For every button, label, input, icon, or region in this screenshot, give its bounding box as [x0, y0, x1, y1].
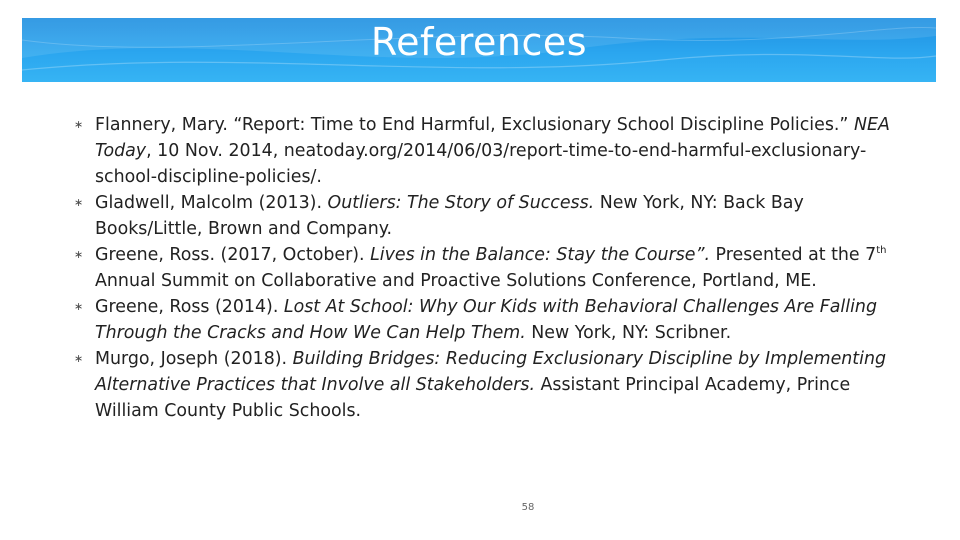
reference-title-text: Outliers: The Story of Success. [327, 193, 595, 213]
reference-text: Greene, Ross (2014). [95, 297, 284, 317]
reference-item [74, 346, 914, 424]
asterisk-bullet-icon: ∗ [74, 300, 84, 313]
reference-text: Presented at the 7 [710, 245, 877, 265]
reference-item [74, 294, 914, 346]
asterisk-bullet-icon: ∗ [74, 352, 84, 365]
reference-text: Assistant Principal Academy, Prince William County Public Schools. [95, 375, 851, 421]
asterisk-bullet-icon: ∗ [74, 248, 84, 261]
slide-title: References [370, 20, 588, 64]
reference-title-text: Building Bridges: Reducing Exclusionary Discipline by Implementing Alternative Practices that Involve all Stakeholders. [95, 349, 887, 395]
reference-title-text: Lives in the Balance: Stay the Course”. [370, 245, 711, 265]
reference-text: Murgo, Joseph (2018). [95, 349, 293, 369]
reference-title-text: NEA Today [95, 115, 890, 161]
reference-item [74, 190, 914, 242]
title-banner [22, 18, 936, 82]
reference-text: New York, NY: Back Bay Books/Little, Brown and Company. [95, 193, 804, 239]
reference-text: th [876, 245, 887, 256]
reference-text: New York, NY: Scribner. [525, 323, 732, 343]
reference-list [74, 112, 914, 424]
page-number: 58 [521, 502, 535, 513]
reference-text: Annual Summit on Collaborative and Proactive Solutions Conference, Portland, ME. [95, 271, 817, 291]
asterisk-bullet-icon: ∗ [74, 118, 84, 131]
reference-text: , 10 Nov. 2014, neatoday.org/2014/06/03/report-time-to-end-harmful-exclusionary-school-discipline-policies/. [95, 141, 867, 187]
reference-text: Greene, Ross. (2017, October). [95, 245, 371, 265]
reference-title-text: Lost At School: Why Our Kids with Behavioral Challenges Are Falling Through the Cracks and How We Can Help Them. [95, 297, 877, 343]
reference-item [74, 112, 914, 190]
asterisk-bullet-icon: ∗ [74, 196, 84, 209]
reference-text: Gladwell, Malcolm (2013). [95, 193, 328, 213]
reference-item [74, 242, 914, 294]
reference-text: Flannery, Mary. “Report: Time to End Harmful, Exclusionary School Discipline Policies.” [95, 115, 854, 135]
